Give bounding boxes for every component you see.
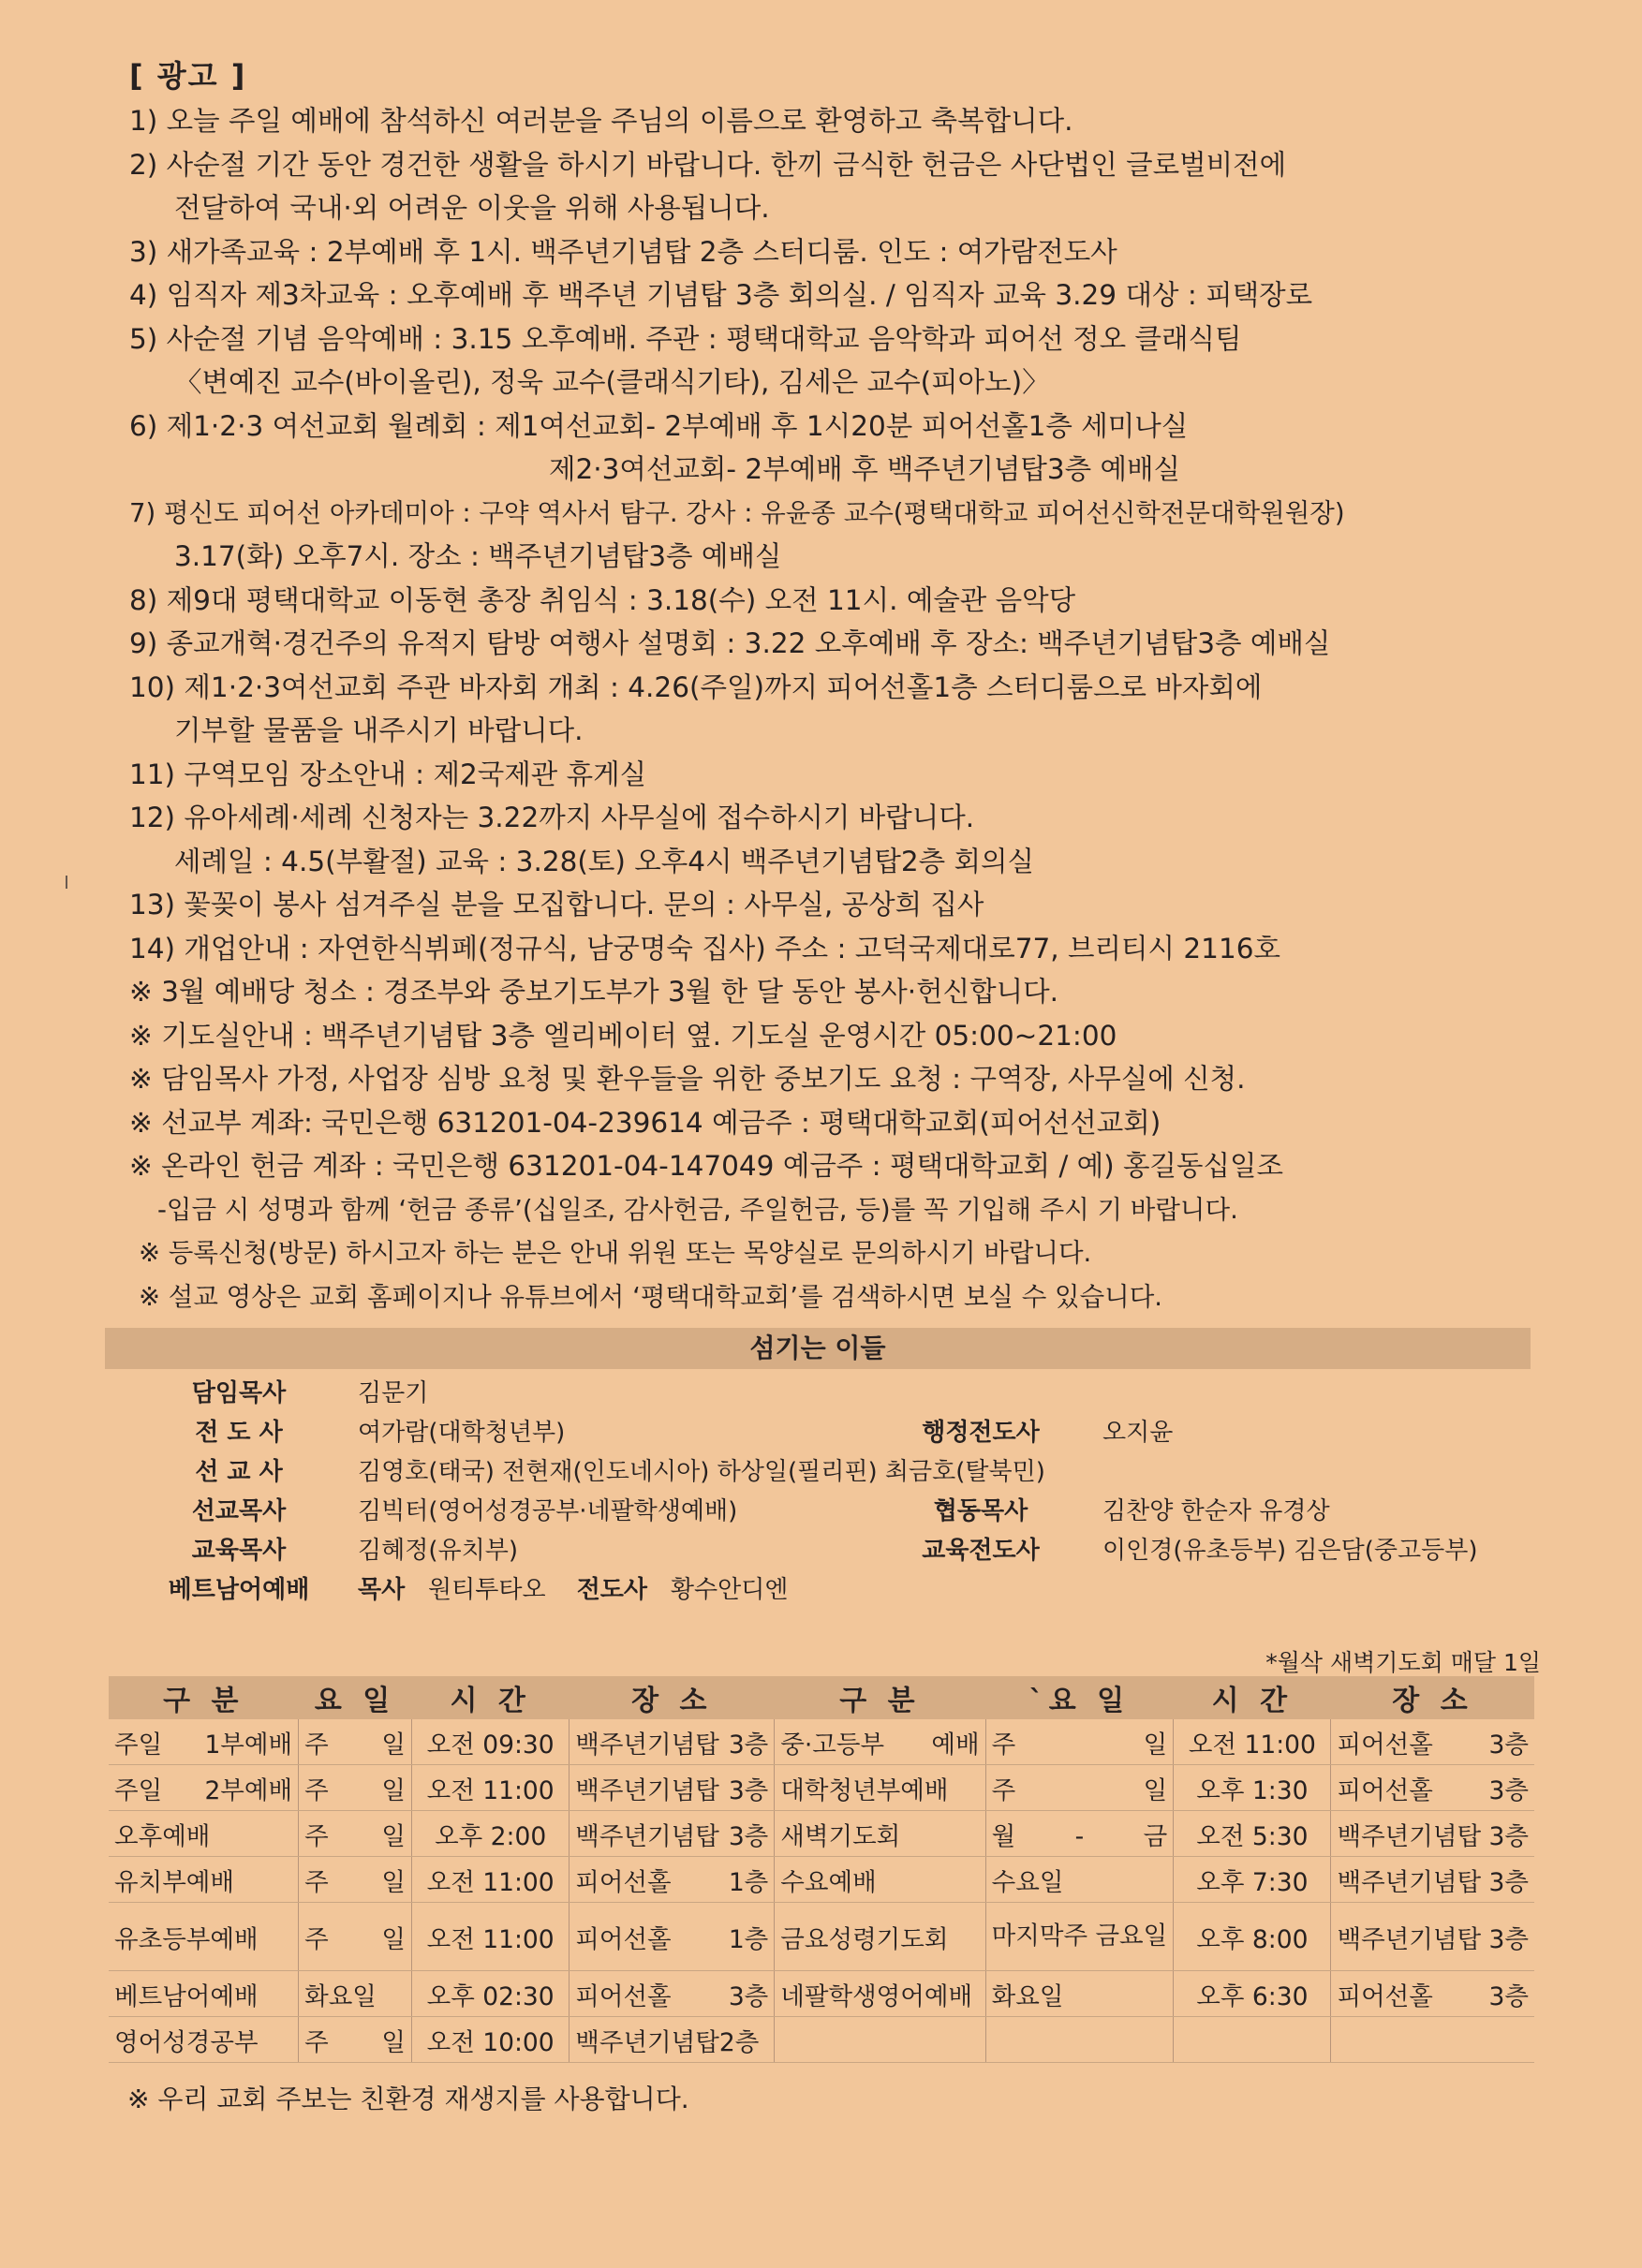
table-cell: 백주년기념탑2층 (570, 2017, 775, 2063)
header-day: 요 일 (299, 1676, 412, 1719)
staff-name: 황수안디엔 (670, 1576, 789, 1604)
table-cell: 월 - 금 (985, 1811, 1174, 1857)
table-cell: 마지막주 금요일 (985, 1903, 1174, 1971)
ad-line: 제2·3여선교회- 2부예배 후 백주년기념탑3층 예배실 (549, 453, 1181, 485)
table-cell: 오전 11:00 (412, 1903, 570, 1971)
staff-role: 목사 (358, 1576, 406, 1604)
ad-line: ※ 기도실안내 : 백주년기념탑 3층 엘리베이터 옆. 기도실 운영시간 05:00~21:00 (129, 1019, 1117, 1052)
table-cell: 화요일 (985, 1971, 1174, 2017)
ad-line: 13) 꽃꽂이 봉사 섬겨주실 분을 모집합니다. 문의 : 사무실, 공상희 집사 (129, 889, 984, 920)
table-cell: 피어선홀 3층 (1331, 1719, 1534, 1765)
table-cell: 오전 10:00 (412, 2017, 570, 2063)
ad-line: ※ 등록신청(방문) 하시고자 하는 분은 안내 위원 또는 목양실로 문의하시기 바랍니다. (139, 1238, 1092, 1268)
table-cell: 백주년기념탑 3층 (1331, 1811, 1534, 1857)
table-cell: 유치부예배 (109, 1857, 299, 1903)
staff-name: 김빅터(영어성경공부·네팔학생예배) (358, 1497, 738, 1525)
table-cell: 오후예배 (109, 1811, 299, 1857)
table-cell: 오후 2:00 (412, 1811, 570, 1857)
staff-role: 담임목사 (191, 1379, 287, 1407)
ad-line: 7) 평신도 피어선 아카데미아 : 구약 역사서 탐구. 강사 : 유윤종 교수(평택대학교 피어선신학전문대학원원장) (129, 497, 1345, 528)
ad-line: 3) 새가족교육 : 2부예배 후 1시. 백주년기념탑 2층 스터디룸. 인도 : 여가람전도사 (129, 235, 1117, 268)
ad-line: 기부할 물품을 내주시기 바랍니다. (174, 714, 584, 746)
ad-line: 11) 구역모임 장소안내 : 제2국제관 휴게실 (129, 758, 647, 790)
table-cell: 주 일 (299, 1857, 412, 1903)
table-row (109, 1857, 1534, 1903)
paper-mark (66, 876, 67, 889)
ad-line: ※ 3월 예배당 청소 : 경조부와 중보기도부가 3월 한 달 동안 봉사·헌신합니다. (129, 976, 1059, 1008)
table-cell (775, 2017, 985, 2063)
table-cell: 백주년기념탑 3층 (570, 1811, 775, 1857)
table-cell: 피어선홀 3층 (570, 1971, 775, 2017)
header-place: 장 소 (570, 1676, 775, 1719)
header-time: 시 간 (412, 1676, 570, 1719)
staff-role: 행정전도사 (922, 1419, 1040, 1447)
ad-line: 10) 제1·2·3여선교회 주관 바자회 개최 : 4.26(주일)까지 피어선홀1층 스터디룸으로 바자회에 (129, 670, 1263, 703)
table-cell: 영어성경공부 (109, 2017, 299, 2063)
ad-line: 8) 제9대 평택대학교 이동현 총장 취임식 : 3.18(수) 오전 11시. 예술관 음악당 (129, 583, 1076, 616)
table-cell: 오후 6:30 (1174, 1971, 1331, 2017)
ad-line: 전달하여 국내·외 어려운 이웃을 위해 사용됩니다. (174, 192, 770, 224)
staff-role: 교육전도사 (922, 1537, 1040, 1565)
table-cell: 베트남어예배 (109, 1971, 299, 2017)
staff-row (105, 1374, 1531, 1413)
staff-name: 김문기 (358, 1379, 429, 1407)
table-cell: 오후 02:30 (412, 1971, 570, 2017)
table-cell (985, 2017, 1174, 2063)
staff-name: 여가람(대학청년부) (358, 1419, 566, 1447)
ad-line: 14) 개업안내 : 자연한식뷔페(정규식, 남궁명숙 집사) 주소 : 고덕국제대로77, 브리티시 2116호 (129, 932, 1280, 965)
table-cell: 수요예배 (775, 1857, 985, 1903)
table-cell: 주 일 (299, 2017, 412, 2063)
ads-title: [ 광고 ] (129, 58, 247, 94)
table-cell: 피어선홀 1층 (570, 1857, 775, 1903)
table-cell (1331, 2017, 1534, 2063)
staff-role: 선교목사 (191, 1497, 287, 1525)
table-header-row (109, 1676, 1534, 1719)
staff-list (105, 1374, 1531, 1610)
ad-line: 12) 유아세례·세례 신청자는 3.22까지 사무실에 접수하시기 바랍니다. (129, 802, 975, 833)
table-row (109, 1903, 1534, 1971)
table-cell: 중·고등부 예배 (775, 1719, 985, 1765)
table-row (109, 1971, 1534, 2017)
table-cell: 피어선홀 3층 (1331, 1765, 1534, 1811)
dawn-prayer-note: *월삭 새벽기도회 매달 1일 (1265, 1649, 1541, 1676)
table-cell: 피어선홀 1층 (570, 1903, 775, 1971)
table-cell: 화요일 (299, 1971, 412, 2017)
table-cell: 새벽기도회 (775, 1811, 985, 1857)
table-row (109, 1811, 1534, 1857)
table-cell: 주 일 (985, 1765, 1174, 1811)
table-cell: 주 일 (299, 1903, 412, 1971)
table-cell: 오후 1:30 (1174, 1765, 1331, 1811)
table-cell: 백주년기념탑 3층 (1331, 1903, 1534, 1971)
staff-role: 선 교 사 (195, 1458, 283, 1486)
table-cell: 유초등부예배 (109, 1903, 299, 1971)
staff-row-vietnam (105, 1570, 1531, 1610)
ad-line: 2) 사순절 기간 동안 경건한 생활을 하시기 바랍니다. 한끼 금식한 헌금은 사단법인 글로벌비전에 (129, 148, 1287, 181)
table-cell (1174, 2017, 1331, 2063)
ad-line: 6) 제1·2·3 여선교회 월례회 : 제1여선교회- 2부예배 후 1시20분 피어선홀1층 세미나실 (129, 409, 1189, 442)
ad-line: 9) 종교개혁·경건주의 유적지 탐방 여행사 설명회 : 3.22 오후예배 후 장소: 백주년기념탑3층 예배실 (129, 627, 1331, 659)
table-cell: 주일 1부예배 (109, 1719, 299, 1765)
table-cell: 백주년기념탑 3층 (570, 1765, 775, 1811)
table-cell: 백주년기념탑 3층 (570, 1719, 775, 1765)
staff-name: 김영호(태국) 전현재(인도네시아) 하상일(필리핀) 최금호(탈북민) (358, 1458, 1045, 1486)
staff-role: 전도사 (576, 1576, 648, 1604)
staff-row (105, 1452, 1531, 1492)
table-cell: 오전 11:00 (412, 1857, 570, 1903)
header-category: 구 분 (775, 1676, 985, 1719)
table-cell: 주 일 (299, 1719, 412, 1765)
table-cell: 오전 5:30 (1174, 1811, 1331, 1857)
ad-line: -입금 시 성명과 함께 ‘헌금 종류’(십일조, 감사헌금, 주일헌금, 등)를 꼭 기입해 주시 기 바랍니다. (157, 1194, 1238, 1225)
ad-line: 세례일 : 4.5(부활절) 교육 : 3.28(토) 오후4시 백주년기념탑2층 회의실 (174, 845, 1035, 877)
staff-role: 전 도 사 (195, 1419, 283, 1447)
table-cell: 오후 7:30 (1174, 1857, 1331, 1903)
header-place: 장 소 (1331, 1676, 1534, 1719)
ads-list (129, 99, 1534, 1318)
header-day: `요 일 (985, 1676, 1174, 1719)
ad-line: 5) 사순절 기념 음악예배 : 3.15 오후예배. 주관 : 평택대학교 음악학과 피어선 정오 클래식팀 (129, 322, 1242, 355)
ad-line: ※ 설교 영상은 교회 홈페이지나 유튜브에서 ‘평택대학교회’를 검색하시면 보실 수 있습니다. (139, 1281, 1163, 1312)
ad-line: 〈변예진 교수(바이올린), 정욱 교수(클래식기타), 김세은 교수(피아노)〉 (174, 366, 1050, 398)
table-cell: 대학청년부예배 (775, 1765, 985, 1811)
table-cell: 주 일 (985, 1719, 1174, 1765)
staff-role: 협동목사 (933, 1497, 1028, 1525)
worship-schedule-table (109, 1676, 1534, 2063)
ad-line: ※ 담임목사 가정, 사업장 심방 요청 및 환우들을 위한 중보기도 요청 : 구역장, 사무실에 신청. (129, 1063, 1246, 1095)
table-cell: 수요일 (985, 1857, 1174, 1903)
header-category: 구 분 (109, 1676, 299, 1719)
staff-name: 이인경(유초등부) 김은담(중고등부) (1102, 1537, 1478, 1565)
table-cell: 주일 2부예배 (109, 1765, 299, 1811)
table-cell: 피어선홀 3층 (1331, 1971, 1534, 2017)
table-row (109, 1765, 1534, 1811)
staff-name: 오지윤 (1102, 1419, 1174, 1447)
table-cell: 네팔학생영어예배 (775, 1971, 985, 2017)
staff-name: 김찬양 한순자 유경상 (1102, 1497, 1330, 1525)
table-cell: 오전 09:30 (412, 1719, 570, 1765)
staff-row (105, 1413, 1531, 1452)
staff-name: 원티투타오 (428, 1576, 546, 1604)
staff-name: 김혜정(유치부) (358, 1537, 518, 1565)
table-cell: 오전 11:00 (412, 1765, 570, 1811)
header-time: 시 간 (1174, 1676, 1331, 1719)
table-cell: 금요성령기도회 (775, 1903, 985, 1971)
ad-line: 1) 오늘 주일 예배에 참석하신 여러분을 주님의 이름으로 환영하고 축복합니다. (129, 105, 1073, 137)
ad-line: 4) 임직자 제3차교육 : 오후예배 후 백주년 기념탑 3층 회의실. / 임직자 교육 3.29 대상 : 피택장로 (129, 279, 1313, 311)
staff-section-title: 섬기는 이들 (105, 1328, 1531, 1369)
ad-line: 3.17(화) 오후7시. 장소 : 백주년기념탑3층 예배실 (174, 540, 782, 572)
ad-line: ※ 온라인 헌금 계좌 : 국민은행 631201-04-147049 예금주 : 평택대학교회 / 예) 홍길동십일조 (129, 1150, 1284, 1182)
ad-line: ※ 선교부 계좌: 국민은행 631201-04-239614 예금주 : 평택대학교회(피어선선교회) (129, 1106, 1161, 1139)
staff-role: 베트남어예배 (168, 1576, 310, 1604)
table-cell: 주 일 (299, 1765, 412, 1811)
table-row (109, 2017, 1534, 2063)
staff-row (105, 1492, 1531, 1531)
table-row (109, 1719, 1534, 1765)
table-cell: 백주년기념탑 3층 (1331, 1857, 1534, 1903)
table-cell: 오후 8:00 (1174, 1903, 1331, 1971)
table-cell: 주 일 (299, 1811, 412, 1857)
table-cell: 오전 11:00 (1174, 1719, 1331, 1765)
recycled-paper-note: ※ 우리 교회 주보는 친환경 재생지를 사용합니다. (127, 2084, 689, 2114)
staff-row (105, 1531, 1531, 1570)
staff-role: 교육목사 (191, 1537, 287, 1565)
